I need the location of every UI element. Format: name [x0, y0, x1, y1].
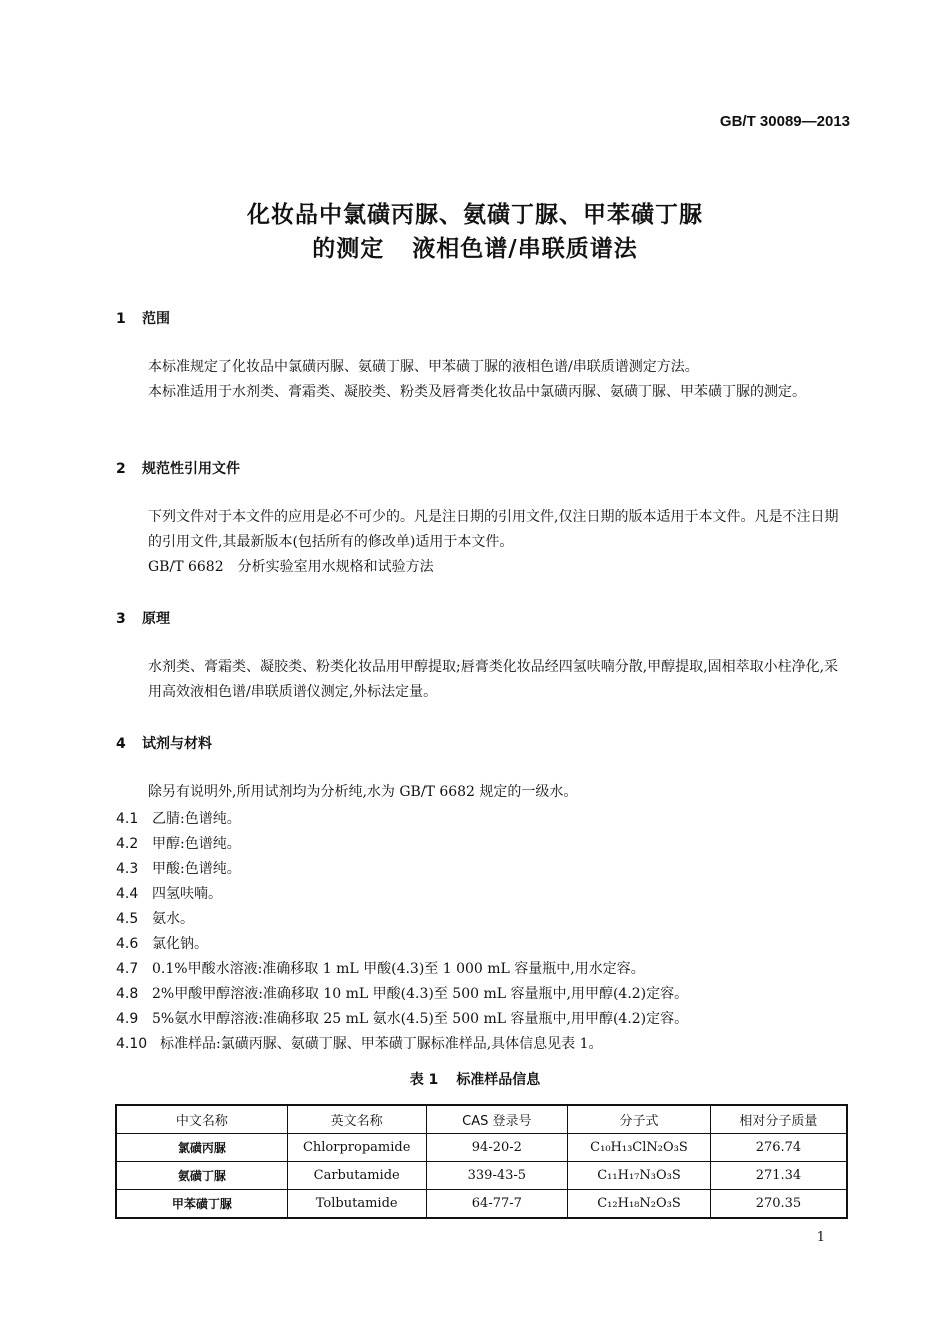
- table-row: [116, 1162, 847, 1190]
- list-item: [116, 883, 222, 903]
- section-2-reference: [116, 555, 851, 580]
- title-part-a: 的测定: [312, 236, 385, 262]
- item-text: 乙腈:色谱纯。: [152, 811, 241, 827]
- table-cell: Chlorpropamide: [287, 1134, 426, 1162]
- table-cell: 94-20-2: [426, 1134, 567, 1162]
- section-4-heading: [116, 733, 212, 753]
- section-2-paragraph-1: [116, 505, 851, 555]
- table-number: 表 1: [409, 1072, 439, 1088]
- list-item: [116, 933, 208, 953]
- table-header-row: [116, 1105, 847, 1134]
- section-title: 试剂与材料: [142, 736, 212, 752]
- table-cell: 270.35: [710, 1190, 847, 1219]
- item-text: 甲醇:色谱纯。: [152, 836, 241, 852]
- standard-number: GB/T 30089—2013: [719, 113, 850, 130]
- list-item: [116, 908, 194, 928]
- section-title: 原理: [142, 611, 170, 627]
- reference-text: GB/T 6682 分析实验室用水规格和试验方法: [148, 559, 434, 575]
- section-number: 4: [116, 736, 126, 752]
- item-number: 4.8: [116, 986, 139, 1002]
- item-text: 四氢呋喃。: [152, 886, 222, 902]
- item-text: 氯化钠。: [152, 936, 208, 952]
- table-cell: C₁₀H₁₃ClN₂O₃S: [568, 1134, 711, 1162]
- section-3-paragraph-1: [116, 655, 851, 705]
- item-number: 4.2: [116, 836, 139, 852]
- item-number: 4.5: [116, 911, 139, 927]
- section-3-heading: [116, 608, 170, 628]
- section-1-paragraph-2: [116, 380, 851, 405]
- column-header: 分子式: [568, 1105, 711, 1134]
- section-number: 3: [116, 611, 126, 627]
- paragraph-text: 下列文件对于本文件的应用是必不可少的。凡是注日期的引用文件,仅注日期的版本适用于本文件。凡是不注日期的引用文件,其最新版本(包括所有的修改单)适用于本文件。: [148, 509, 839, 550]
- table-caption: [0, 1069, 950, 1089]
- section-4-paragraph-1: [116, 780, 851, 805]
- list-item: [116, 958, 645, 978]
- section-2-heading: [116, 458, 240, 478]
- item-text: 0.1%甲酸水溶液:准确移取 1 mL 甲酸(4.3)至 1 000 mL 容量瓶中,用水定容。: [152, 961, 645, 977]
- item-text: 2%甲酸甲醇溶液:准确移取 10 mL 甲酸(4.3)至 500 mL 容量瓶中,用甲醇(4.2)定容。: [152, 986, 689, 1002]
- item-text: 氨水。: [152, 911, 194, 927]
- section-title: 规范性引用文件: [142, 461, 240, 477]
- list-item: [116, 858, 241, 878]
- table-cell: 339-43-5: [426, 1162, 567, 1190]
- table-title: 标准样品信息: [456, 1072, 541, 1088]
- section-title: 范围: [142, 311, 170, 327]
- page-number: 1: [816, 1230, 825, 1245]
- table-cell: 271.34: [710, 1162, 847, 1190]
- document-title-line2: [0, 230, 950, 263]
- section-number: 1: [116, 311, 126, 327]
- table-cell: Tolbutamide: [287, 1190, 426, 1219]
- item-text: 5%氨水甲醇溶液:准确移取 25 mL 氨水(4.5)至 500 mL 容量瓶中,用甲醇(4.2)定容。: [152, 1011, 689, 1027]
- paragraph-text: 除另有说明外,所用试剂均为分析纯,水为 GB/T 6682 规定的一级水。: [148, 784, 578, 800]
- table-row: [116, 1134, 847, 1162]
- paragraph-text: 本标准规定了化妆品中氯磺丙脲、氨磺丁脲、甲苯磺丁脲的液相色谱/串联质谱测定方法。: [148, 359, 699, 375]
- table-cell: 氯磺丙脲: [116, 1134, 287, 1162]
- section-1-heading: [116, 308, 170, 328]
- paragraph-text: 本标准适用于水剂类、膏霜类、凝胶类、粉类及唇膏类化妆品中氯磺丙脲、氨磺丁脲、甲苯磺丁脲的测定。: [148, 384, 806, 400]
- table-cell: 氨磺丁脲: [116, 1162, 287, 1190]
- column-header: 英文名称: [287, 1105, 426, 1134]
- item-number: 4.4: [116, 886, 139, 902]
- item-number: 4.7: [116, 961, 139, 977]
- list-item: [116, 1008, 688, 1028]
- table-row: [116, 1190, 847, 1219]
- section-number: 2: [116, 461, 126, 477]
- column-header: 中文名称: [116, 1105, 287, 1134]
- item-number: 4.1: [116, 811, 139, 827]
- item-number: 4.3: [116, 861, 139, 877]
- column-header: CAS 登录号: [426, 1105, 567, 1134]
- table-cell: Carbutamide: [287, 1162, 426, 1190]
- table-cell: C₁₂H₁₈N₂O₃S: [568, 1190, 711, 1219]
- table-cell: 甲苯磺丁脲: [116, 1190, 287, 1219]
- paragraph-text: 水剂类、膏霜类、凝胶类、粉类化妆品用甲醇提取;唇膏类化妆品经四氢呋喃分散,甲醇提取,固相萃取小柱净化,采用高效液相色谱/串联质谱仪测定,外标法定量。: [148, 659, 839, 700]
- item-number: 4.6: [116, 936, 139, 952]
- item-number: 4.10: [116, 1036, 148, 1052]
- standard-sample-table: [115, 1104, 848, 1219]
- item-number: 4.9: [116, 1011, 139, 1027]
- item-text: 甲酸:色谱纯。: [152, 861, 241, 877]
- column-header: 相对分子质量: [710, 1105, 847, 1134]
- list-item: [116, 833, 241, 853]
- document-title-line1: 化妆品中氯磺丙脲、氨磺丁脲、甲苯磺丁脲: [247, 202, 703, 228]
- list-item: [116, 983, 688, 1003]
- table-cell: 64-77-7: [426, 1190, 567, 1219]
- table-cell: C₁₁H₁₇N₃O₃S: [568, 1162, 711, 1190]
- title-part-b: 液相色谱/串联质谱法: [412, 236, 638, 262]
- table-cell: 276.74: [710, 1134, 847, 1162]
- list-item: [116, 808, 241, 828]
- item-text: 标准样品:氯磺丙脲、氨磺丁脲、甲苯磺丁脲标准样品,具体信息见表 1。: [160, 1036, 603, 1052]
- section-1-paragraph-1: [116, 355, 851, 380]
- list-item: [116, 1033, 603, 1053]
